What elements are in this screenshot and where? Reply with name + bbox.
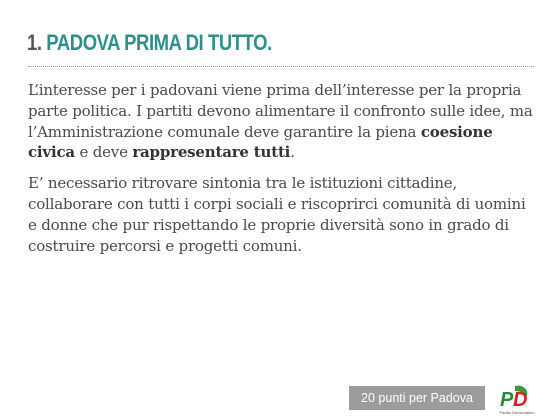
paragraph-1-part-1: L’interesse per i padovani viene prima dell’interesse per la propria parte politica. I partiti devono alimentare il confronto sulle idee, ma l’Amministrazione comunale deve garantire la piena (28, 81, 533, 141)
paragraph-1 (28, 80, 538, 163)
page-title (27, 30, 272, 56)
paragraph-2: E’ necessario ritrovare sintonia tra le istituzioni cittadine, collaborare con tutti i corpi sociali e riscoprirci comunità di uomini e donne che pur rispettando le proprie diversità sono in grado di costruire percorsi e progetti comuni. (28, 174, 526, 255)
footer-label: 20 punti per Padova (349, 386, 485, 410)
paragraph-1-part-3: . (290, 143, 295, 162)
dotted-divider (28, 66, 534, 67)
title-text: PADOVA PRIMA DI TUTTO. (46, 30, 272, 55)
paragraph-1-bold-1: coesione civica (28, 122, 493, 162)
logo-caption: Partito Democratico (499, 410, 535, 415)
title-number: 1. (27, 30, 42, 55)
body-text (28, 80, 538, 266)
paragraph-1-part-2: e deve (74, 143, 133, 162)
logo-letters-d: D (513, 389, 528, 411)
paragraph-1-bold-2: rappresentare tutti (132, 143, 291, 162)
logo-letters: P (500, 389, 514, 411)
partito-democratico-logo (497, 382, 537, 416)
